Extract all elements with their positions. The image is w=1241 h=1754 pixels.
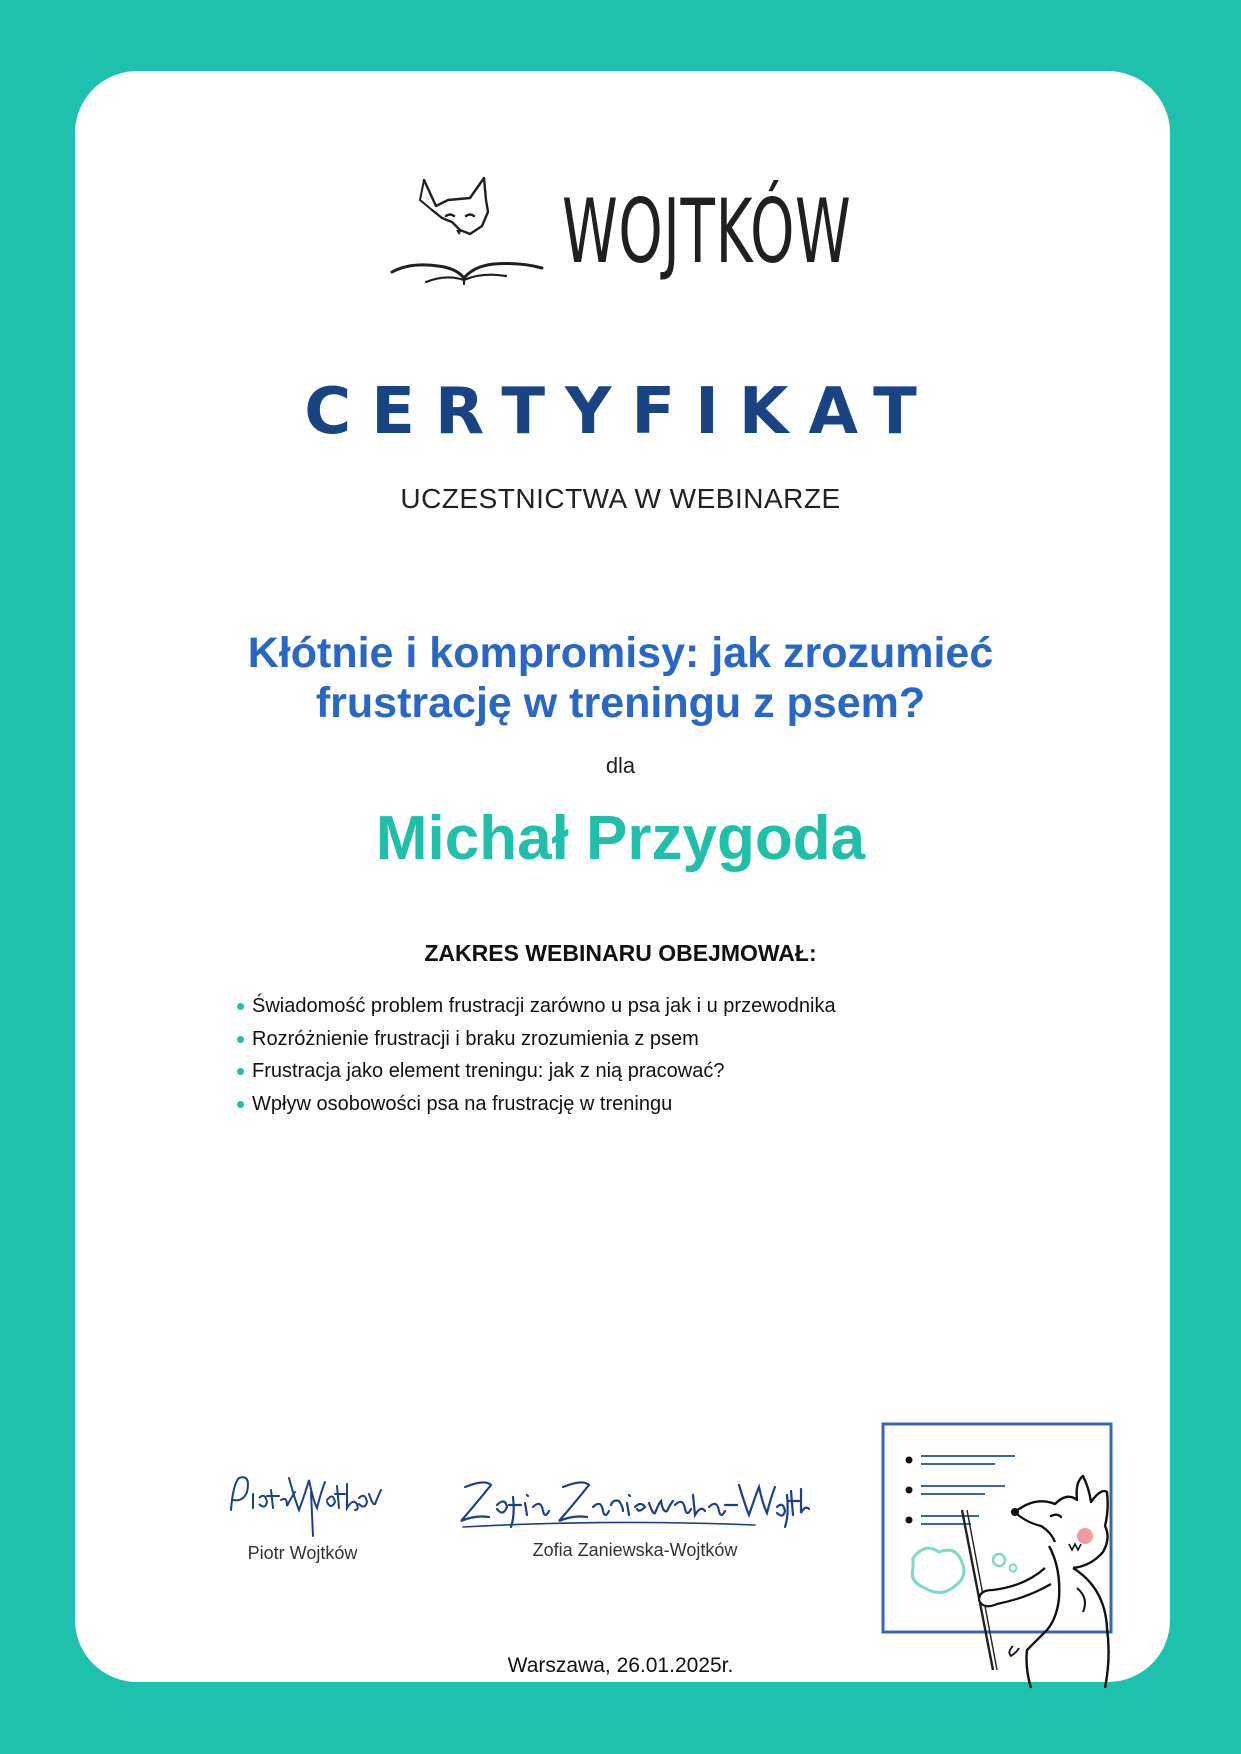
scope-item-text: Frustracja jako element treningu: jak z nią pracować? (252, 1060, 725, 1082)
scope-heading: ZAKRES WEBINARU OBEJMOWAŁ: (424, 940, 817, 966)
recipient-name: Michał Przygoda (375, 804, 866, 873)
certificate-subtitle: UCZESTNICTWA W WEBINARZE (400, 483, 841, 514)
signature-zofia-zaniewska-wojtkow (455, 1475, 810, 1535)
bullet-icon (237, 1101, 244, 1108)
list-item (230, 990, 1050, 1023)
webinar-topic-line-1: Kłótnie i kompromisy: jak zrozumieć (247, 629, 994, 677)
dog-reading-book-logo-icon (390, 170, 550, 300)
brand-wordmark: WOJTKÓW (562, 180, 852, 283)
dog-teaching-at-whiteboard-illustration-icon (875, 1418, 1150, 1693)
certificate-title: CERTYFIKAT (304, 375, 937, 449)
bullet-icon (237, 1036, 244, 1043)
webinar-topic (180, 628, 1061, 728)
place-and-date: Warszawa, 26.01.2025r. (507, 1654, 734, 1677)
scope-item-text: Wpływ osobowości psa na frustrację w treningu (252, 1092, 673, 1115)
brand-logo (390, 170, 860, 300)
signatory-name-1: Piotr Wojtków (247, 1543, 358, 1563)
list-item (230, 1088, 1050, 1121)
webinar-topic-line-2: frustrację w treningu z psem? (315, 679, 926, 727)
bullet-icon (237, 1003, 244, 1010)
scope-item-text: Świadomość problem frustracji zarówno u psa jak i u przewodnika (252, 995, 836, 1017)
bullet-icon (237, 1068, 244, 1075)
signatory-name-2: Zofia Zaniewska-Wojtków (532, 1540, 738, 1560)
for-label: dla (605, 753, 636, 778)
scope-item-text: Rozróżnienie frustracji i braku zrozumienia z psem (252, 1027, 699, 1050)
list-item (230, 1055, 1050, 1088)
list-item (230, 1023, 1050, 1056)
signature-piotr-wojtkow (225, 1470, 385, 1540)
scope-list (230, 990, 1050, 1120)
